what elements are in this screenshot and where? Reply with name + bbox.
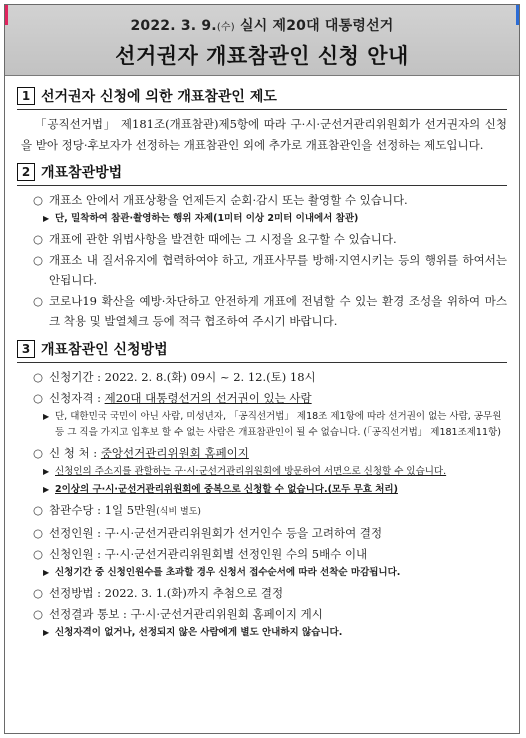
field-label: 참관수당 bbox=[49, 503, 94, 517]
field-value: 구·시·군선거관리위원회별 선정인원 수의 5배수 이내 bbox=[104, 547, 368, 561]
circle-bullet-icon: ○ bbox=[33, 232, 44, 246]
field-label: 신청인원 bbox=[49, 547, 94, 561]
section-number: 3 bbox=[17, 340, 35, 358]
note-item bbox=[17, 409, 507, 441]
page-title: 선거권자 개표참관인 신청 안내 bbox=[115, 44, 409, 68]
selection-count: ○ 선정인원 : 구·시·군선거관리위원회가 선거인수 등을 고려하여 결정 bbox=[17, 523, 507, 543]
section-divider bbox=[17, 185, 507, 186]
list-item-text: 개표소 내 질서유지에 협력하여야 하고, 개표사무를 방해·지연시키는 등의 행위를 하여서는 안됩니다. bbox=[49, 253, 507, 287]
section-title: 선거권자 신청에 의한 개표참관인 제도 bbox=[41, 89, 277, 105]
field-label: 신청자격 bbox=[49, 391, 94, 405]
field-value: 제20대 대통령선거의 선거권이 있는 사람 bbox=[104, 391, 312, 405]
election-subtitle bbox=[5, 5, 519, 35]
circle-bullet-icon: ○ bbox=[33, 446, 44, 460]
circle-bullet-icon: ○ bbox=[33, 547, 44, 561]
list-item-text: 코로나19 확산을 예방·차단하고 안전하게 개표에 전념할 수 있는 환경 조성을 위하여 마스크 착용 및 발열체크 등에 적극 협조하여 주시기 바랍니다. bbox=[49, 294, 507, 328]
blue-accent-stripe bbox=[516, 5, 519, 25]
election-date: 2022. 3. 9. bbox=[130, 18, 217, 34]
application-place: ○ 신 청 처 : 중앙선거관리위원회 홈페이지 bbox=[17, 443, 507, 463]
list-item bbox=[17, 250, 507, 290]
note-item bbox=[17, 211, 507, 227]
red-accent-stripe bbox=[5, 5, 8, 25]
triangle-marker-icon: ▶ bbox=[43, 485, 50, 494]
section-1-heading bbox=[17, 86, 507, 106]
list-item-text: 개표소 안에서 개표상황을 언제든지 순회·감시 또는 촬영할 수 있습니다. bbox=[49, 193, 408, 207]
field-label: 선정결과 통보 bbox=[49, 607, 120, 621]
field-value: 2022. 3. 1.(화)까지 추첨으로 결정 bbox=[104, 586, 284, 600]
section-title: 개표참관인 신청방법 bbox=[41, 342, 168, 358]
field-label: 신청기간 bbox=[49, 370, 94, 384]
note-text: 신청인의 주소지를 관할하는 구·시·군선거관리위원회에 방문하여 서면으로 신청할 수 있습니다. bbox=[55, 466, 447, 477]
list-item-text: 개표에 관한 위법사항을 발견한 때에는 그 시정을 요구할 수 있습니다. bbox=[49, 232, 397, 246]
election-weekday: (수) bbox=[216, 22, 235, 33]
notice-document bbox=[4, 4, 520, 734]
note-item bbox=[17, 565, 507, 581]
circle-bullet-icon: ○ bbox=[33, 193, 44, 207]
field-value: 1일 5만원 bbox=[104, 503, 157, 517]
selection-result: ○ 선정결과 통보 : 구·시·군선거관리위원회 홈페이지 게시 bbox=[17, 604, 507, 624]
circle-bullet-icon: ○ bbox=[33, 253, 44, 267]
triangle-marker-icon: ▶ bbox=[43, 412, 50, 421]
selection-method: ○ 선정방법 : 2022. 3. 1.(화)까지 추첨으로 결정 bbox=[17, 583, 507, 603]
circle-bullet-icon: ○ bbox=[33, 586, 44, 600]
circle-bullet-icon: ○ bbox=[33, 607, 44, 621]
circle-bullet-icon: ○ bbox=[33, 391, 44, 405]
section-number: 1 bbox=[17, 87, 35, 105]
section-divider bbox=[17, 109, 507, 110]
section-2-heading bbox=[17, 162, 507, 182]
application-period: ○ 신청기간 : 2022. 2. 8.(화) 09시 ~ 2. 12.(토) 18시 bbox=[17, 367, 507, 387]
header-banner bbox=[5, 5, 519, 76]
election-name: 실시 제20대 대통령선거 bbox=[234, 18, 394, 34]
note-item bbox=[17, 464, 507, 480]
section-number: 2 bbox=[17, 163, 35, 181]
content-area bbox=[5, 76, 519, 641]
list-item bbox=[17, 229, 507, 249]
circle-bullet-icon: ○ bbox=[33, 370, 44, 384]
note-text: 2이상의 구·시·군선거관리위원회에 중복으로 신청할 수 없습니다.(모두 무효 처리) bbox=[55, 484, 398, 495]
circle-bullet-icon: ○ bbox=[33, 503, 44, 517]
section-1-paragraph: 「공직선거법」 제181조(개표참관)제5항에 따라 구·시·군선거관리위원회가 선거권자의 신청을 받아 정당·후보자가 선정하는 개표참관인 외에 추가로 개표참관인을 선정하는 제도입니다. bbox=[21, 117, 507, 152]
field-label: 선정인원 bbox=[49, 526, 94, 540]
list-item bbox=[17, 291, 507, 331]
section-divider bbox=[17, 362, 507, 363]
note-text: 단, 대한민국 국민이 아닌 사람, 미성년자, 「공직선거법」 제18조 제1항에 따라 선거권이 없는 사람, 공무원 등 그 직을 가지고 입후보 할 수 없는 사람은 개표참관인이 될 수 없습니다. (「공직선거법」 제181조제11항) bbox=[55, 411, 502, 438]
note-text: 단, 밀착하여 참관·촬영하는 행위 자제(1미터 이상 2미터 이내에서 참관) bbox=[55, 213, 359, 224]
field-label: 선정방법 bbox=[49, 586, 94, 600]
note-text: 신청기간 중 신청인원수를 초과할 경우 신청서 접수순서에 따라 선착순 마감됩니다. bbox=[55, 567, 401, 578]
triangle-marker-icon: ▶ bbox=[43, 568, 50, 577]
triangle-marker-icon: ▶ bbox=[43, 214, 50, 223]
circle-bullet-icon: ○ bbox=[33, 526, 44, 540]
note-text: 신청자격이 없거나, 선정되지 않은 사람에게 별도 안내하지 않습니다. bbox=[55, 627, 343, 638]
application-qualification: ○ 신청자격 : 제20대 대통령선거의 선거권이 있는 사람 bbox=[17, 388, 507, 408]
application-count: ○ 신청인원 : 구·시·군선거관리위원회별 선정인원 수의 5배수 이내 bbox=[17, 544, 507, 564]
note-item bbox=[17, 625, 507, 641]
triangle-marker-icon: ▶ bbox=[43, 467, 50, 476]
triangle-marker-icon: ▶ bbox=[43, 628, 50, 637]
list-item bbox=[17, 190, 507, 210]
field-label: 신 청 처 bbox=[49, 446, 90, 460]
homepage-link[interactable]: 중앙선거관리위원회 홈페이지 bbox=[100, 446, 249, 460]
field-value: 2022. 2. 8.(화) 09시 ~ 2. 12.(토) 18시 bbox=[104, 370, 316, 384]
note-item bbox=[17, 482, 507, 498]
field-value: 구·시·군선거관리위원회 홈페이지 게시 bbox=[130, 607, 323, 621]
section-title: 개표참관방법 bbox=[41, 165, 123, 181]
section-3-heading bbox=[17, 339, 507, 359]
circle-bullet-icon: ○ bbox=[33, 294, 44, 308]
field-value: 구·시·군선거관리위원회가 선거인수 등을 고려하여 결정 bbox=[104, 526, 383, 540]
field-note: (식비 별도) bbox=[156, 507, 201, 517]
allowance: ○ 참관수당 : 1일 5만원(식비 별도) bbox=[17, 500, 507, 522]
